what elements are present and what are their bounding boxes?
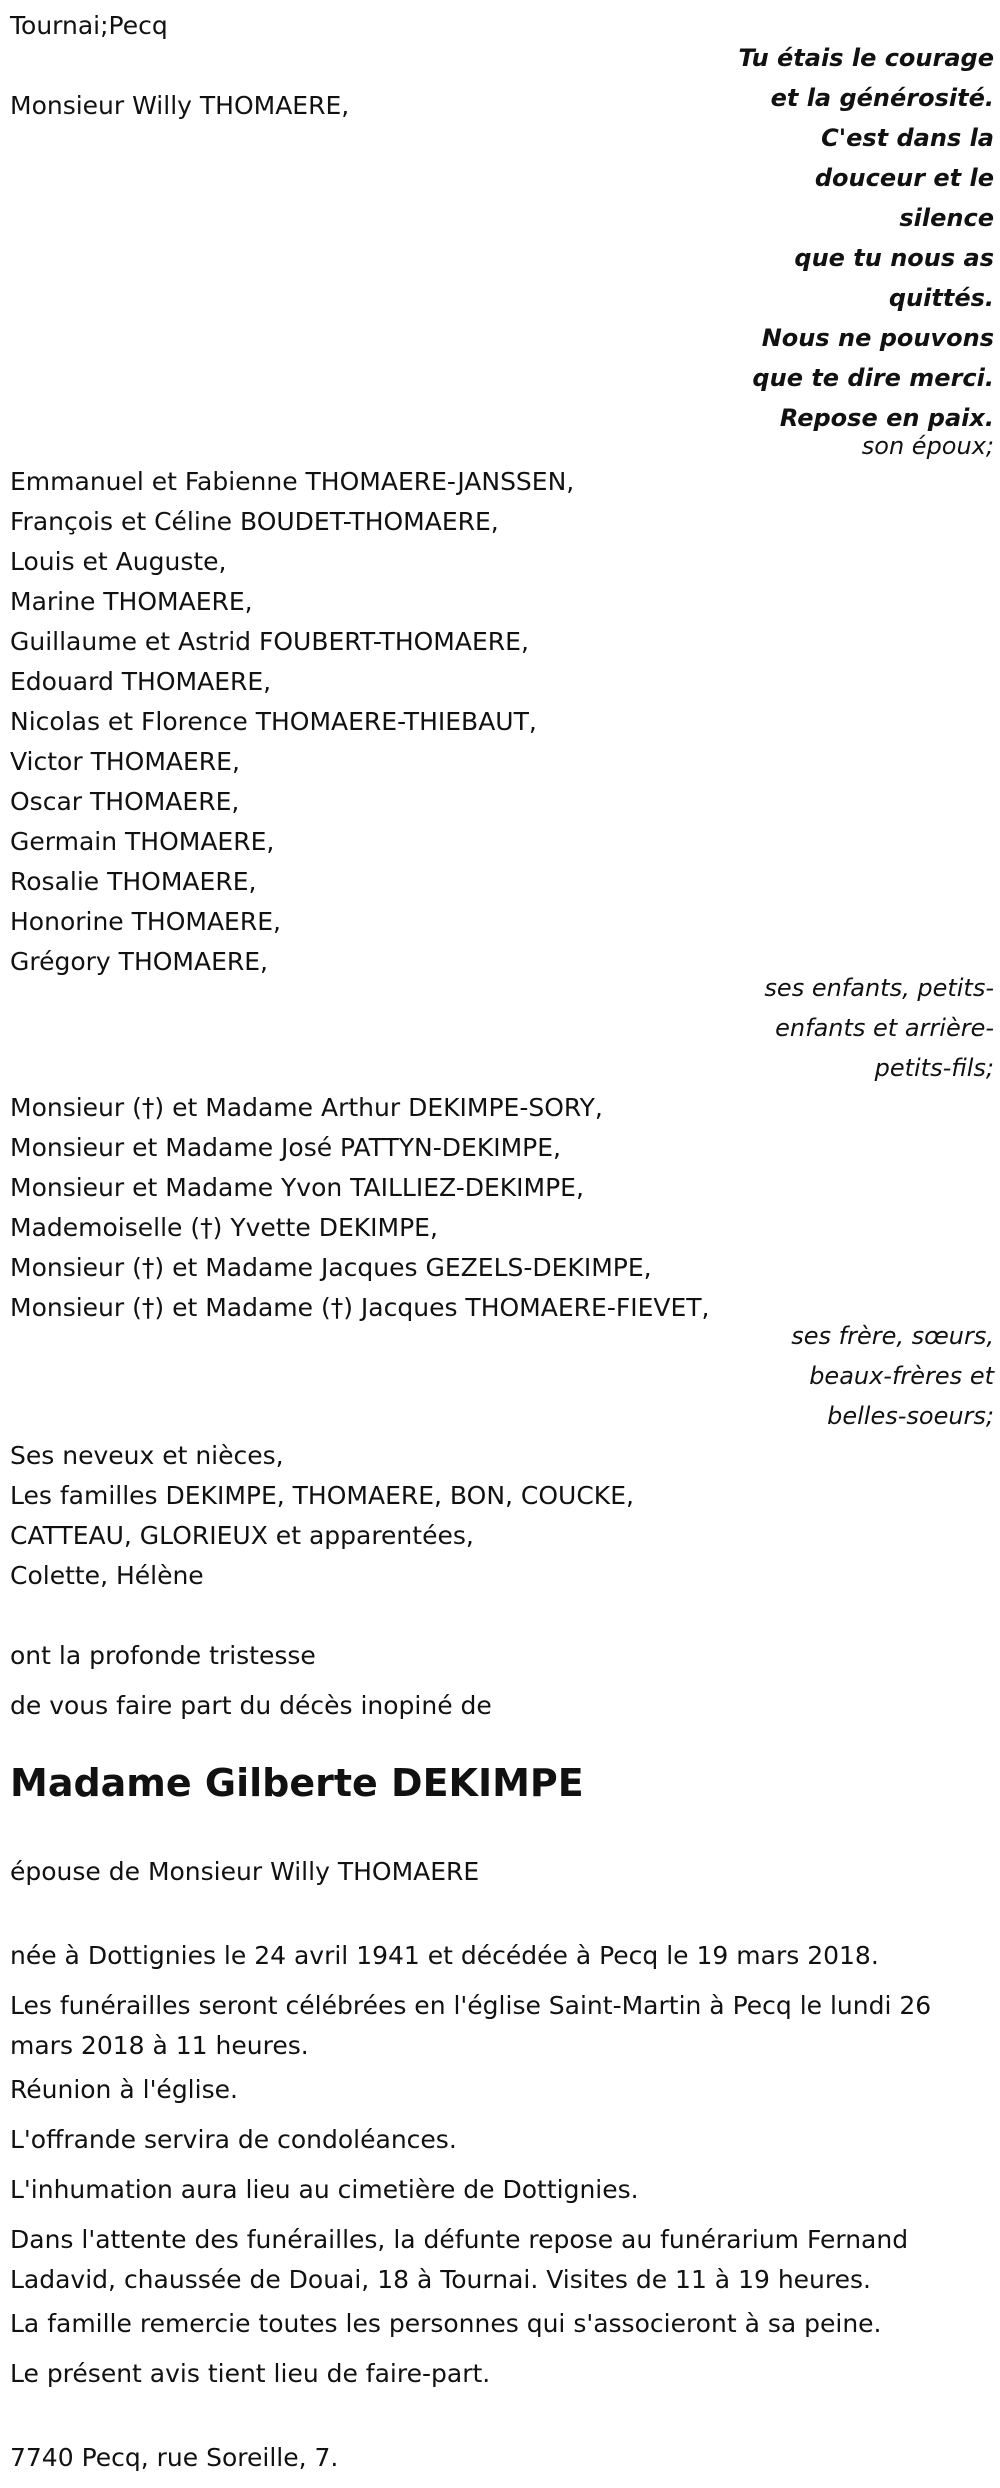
poem	[694, 38, 994, 438]
poem-line: silence	[899, 204, 994, 232]
list-item: Victor THOMAERE,	[10, 747, 240, 776]
role-line: beaux-frères et	[809, 1362, 994, 1390]
poem-line: douceur et le	[814, 164, 994, 192]
siblings-role	[791, 1316, 994, 1436]
list-item: Monsieur (†) et Madame (†) Jacques THOMAERE-FIEVET,	[10, 1293, 710, 1322]
list-item: François et Céline BOUDET-THOMAERE,	[10, 507, 499, 536]
list-item: Rosalie THOMAERE,	[10, 867, 257, 896]
announcement-line-2: de vous faire part du décès inopiné de	[10, 1691, 492, 1720]
children-role	[764, 968, 994, 1088]
poem-line: Nous ne pouvons	[761, 324, 994, 352]
others-list	[10, 1436, 634, 1596]
poem-line: Repose en paix.	[779, 404, 994, 432]
list-item: Mademoiselle (†) Yvette DEKIMPE,	[10, 1213, 438, 1242]
list-item: Oscar THOMAERE,	[10, 787, 240, 816]
poem-line: que te dire merci.	[752, 364, 994, 392]
address: 7740 Pecq, rue Soreille, 7.	[10, 2443, 339, 2472]
list-item: Monsieur et Madame José PATTYN-DEKIMPE,	[10, 1133, 561, 1162]
role-line: petits-fils;	[874, 1054, 994, 1082]
siblings-list	[10, 1088, 710, 1328]
list-item: Colette, Hélène	[10, 1561, 204, 1590]
poem-line: Tu étais le courage	[738, 44, 994, 72]
detail-funeral: Les funérailles seront célébrées en l'église Saint-Martin à Pecq le lundi 26 mars 2018 à 11 heures.	[10, 1991, 932, 2060]
poem-line: que tu nous as	[794, 244, 994, 272]
detail-thanks: La famille remercie toutes les personnes qui s'associeront à sa peine.	[10, 2309, 882, 2338]
list-item: CATTEAU, GLORIEUX et apparentées,	[10, 1521, 474, 1550]
role-line: enfants et arrière-	[775, 1014, 994, 1042]
list-item: Germain THOMAERE,	[10, 827, 275, 856]
children-list	[10, 462, 574, 982]
role-line: belles-soeurs;	[827, 1402, 994, 1430]
list-item: Monsieur et Madame Yvon TAILLIEZ-DEKIMPE,	[10, 1173, 584, 1202]
location: Tournai;Pecq	[10, 11, 168, 40]
list-item: Guillaume et Astrid FOUBERT-THOMAERE,	[10, 627, 529, 656]
list-item: Les familles DEKIMPE, THOMAERE, BON, COUCKE,	[10, 1481, 634, 1510]
spouse-name: Monsieur Willy THOMAERE,	[10, 91, 350, 120]
role-line: ses frère, sœurs,	[791, 1322, 994, 1350]
list-item: Monsieur (†) et Madame Jacques GEZELS-DEKIMPE,	[10, 1253, 652, 1282]
poem-line: et la générosité.	[770, 84, 994, 112]
list-item: Nicolas et Florence THOMAERE-THIEBAUT,	[10, 707, 537, 736]
poem-line: C'est dans la	[821, 124, 994, 152]
list-item: Edouard THOMAERE,	[10, 667, 272, 696]
list-item: Monsieur (†) et Madame Arthur DEKIMPE-SORY,	[10, 1093, 603, 1122]
deceased-spouse: épouse de Monsieur Willy THOMAERE	[10, 1857, 480, 1886]
list-item: Ses neveux et nièces,	[10, 1441, 284, 1470]
deceased-name: Madame Gilberte DEKIMPE	[10, 1761, 584, 1805]
detail-notice: Le présent avis tient lieu de faire-part.	[10, 2359, 491, 2388]
detail-birth-death: née à Dottignies le 24 avril 1941 et décédée à Pecq le 19 mars 2018.	[10, 1941, 879, 1970]
role-line: ses enfants, petits-	[764, 974, 994, 1002]
poem-line: quittés.	[888, 284, 994, 312]
list-item: Honorine THOMAERE,	[10, 907, 281, 936]
detail-offering: L'offrande servira de condoléances.	[10, 2125, 457, 2154]
announcement-line-1: ont la profonde tristesse	[10, 1641, 316, 1670]
list-item: Emmanuel et Fabienne THOMAERE-JANSSEN,	[10, 467, 575, 496]
detail-meeting: Réunion à l'église.	[10, 2075, 238, 2104]
list-item: Grégory THOMAERE,	[10, 947, 268, 976]
detail-funerarium: Dans l'attente des funérailles, la défunte repose au funérarium Fernand Ladavid, chaussée de Douai, 18 à Tournai. Visites de 11 à 19 heures.	[10, 2225, 909, 2294]
detail-burial: L'inhumation aura lieu au cimetière de Dottignies.	[10, 2175, 639, 2204]
list-item: Louis et Auguste,	[10, 547, 227, 576]
list-item: Marine THOMAERE,	[10, 587, 253, 616]
spouse-role: son époux;	[861, 432, 994, 460]
